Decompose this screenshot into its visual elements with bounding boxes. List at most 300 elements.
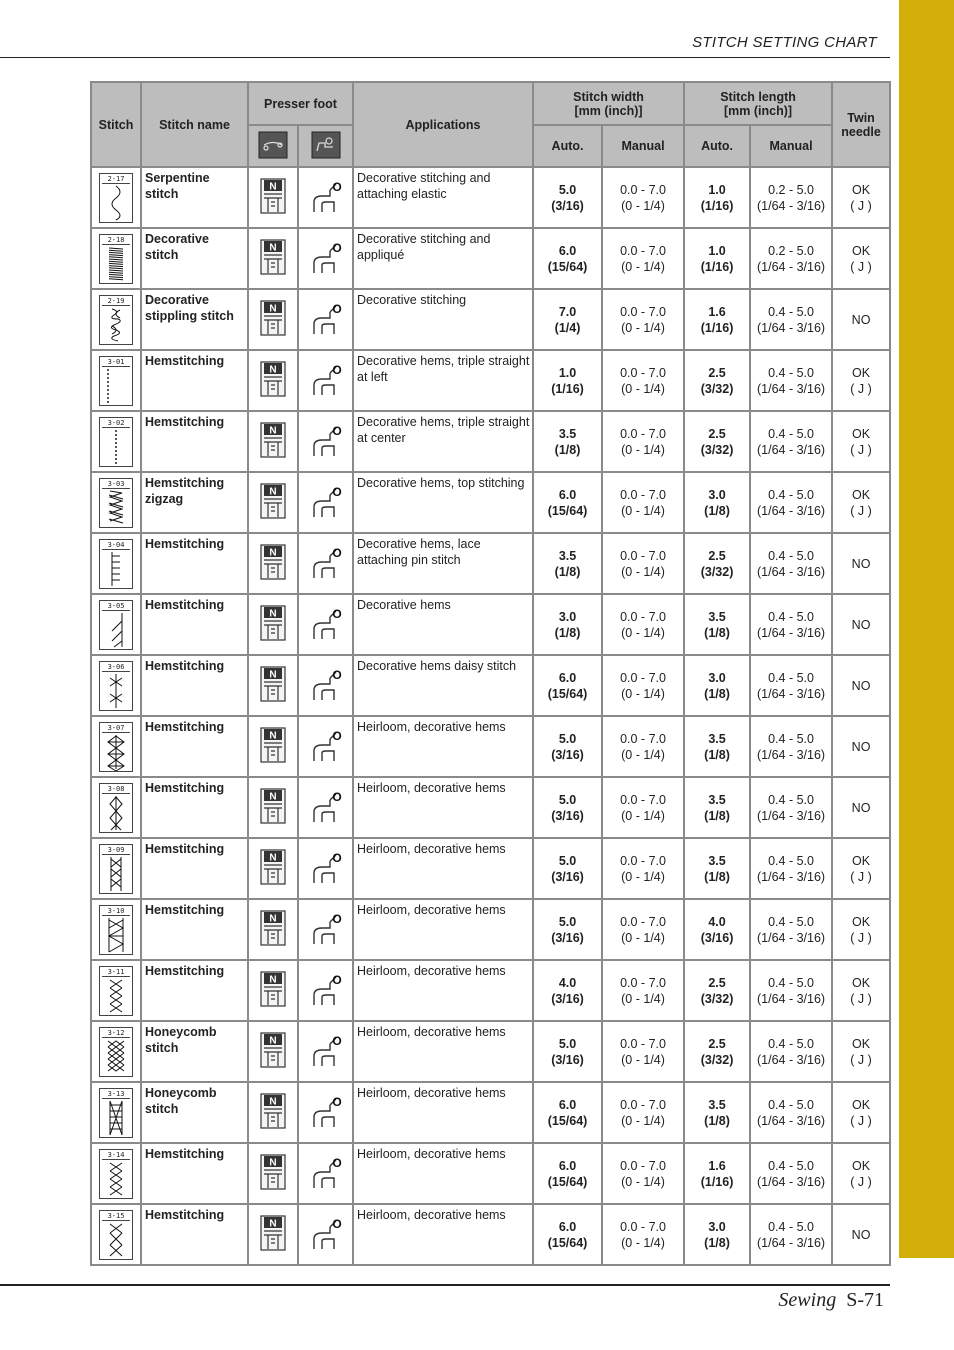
- svg-text:O: O: [331, 668, 342, 682]
- twin-needle: NO: [832, 594, 890, 655]
- stitch-pattern-cell: [91, 533, 141, 594]
- stitch-pattern-icon: [99, 417, 133, 467]
- width-auto: 6.0 (15/64): [533, 228, 602, 289]
- presser-foot-o-icon: [308, 359, 344, 399]
- length-auto: 1.0 (1/16): [684, 228, 750, 289]
- presser-foot-n-icon: [258, 1030, 288, 1070]
- length-manual: 0.4 - 5.0 (1/64 - 3/16): [750, 594, 832, 655]
- stitch-name: Hemstitching: [141, 899, 248, 960]
- stitch-name: Hemstitching: [141, 777, 248, 838]
- svg-text:N: N: [269, 1157, 277, 1169]
- foot-o-cell: [298, 594, 353, 655]
- width-auto: 5.0 (3/16): [533, 167, 602, 228]
- presser-foot-o-icon: [308, 1152, 344, 1192]
- svg-text:N: N: [269, 303, 277, 315]
- stitch-application: Heirloom, decorative hems: [353, 716, 533, 777]
- presser-foot-n-icon: [258, 481, 288, 521]
- stitch-code: 3-15: [102, 1212, 130, 1221]
- header-divider: [0, 57, 890, 58]
- col-header-width-manual: Manual: [602, 125, 684, 167]
- stitch-application: Heirloom, decorative hems: [353, 1082, 533, 1143]
- twin-needle: OK ( J ): [832, 1143, 890, 1204]
- length-auto: 2.5 (3/32): [684, 411, 750, 472]
- page-footer: [778, 1289, 884, 1312]
- twin-needle: OK ( J ): [832, 1021, 890, 1082]
- svg-text:N: N: [269, 791, 277, 803]
- stitch-pattern-icon: [99, 478, 133, 528]
- stitch-code: 3-04: [102, 541, 130, 550]
- length-manual: 0.4 - 5.0 (1/64 - 3/16): [750, 472, 832, 533]
- svg-text:O: O: [331, 180, 342, 194]
- col-header-width-auto: Auto.: [533, 125, 602, 167]
- stitch-row: [91, 777, 890, 838]
- length-auto: 3.0 (1/8): [684, 655, 750, 716]
- stitch-application: Decorative hems, lace attaching pin stitch: [353, 533, 533, 594]
- stitch-application: Heirloom, decorative hems: [353, 960, 533, 1021]
- width-manual: 0.0 - 7.0 (0 - 1/4): [602, 899, 684, 960]
- stitch-pattern-cell: [91, 960, 141, 1021]
- stitch-row: [91, 899, 890, 960]
- stitch-pattern-cell: [91, 777, 141, 838]
- svg-text:O: O: [331, 851, 342, 865]
- foot-o-cell: [298, 1021, 353, 1082]
- stitch-name: Honeycomb stitch: [141, 1021, 248, 1082]
- length-manual: 0.4 - 5.0 (1/64 - 3/16): [750, 838, 832, 899]
- stitch-pattern-icon: [99, 1088, 133, 1138]
- svg-text:O: O: [331, 1034, 342, 1048]
- length-auto: 3.5 (1/8): [684, 594, 750, 655]
- width-auto: 6.0 (15/64): [533, 655, 602, 716]
- presser-foot-o-icon: [308, 786, 344, 826]
- col-header-stitch: Stitch: [91, 82, 141, 167]
- stitch-code: 3-12: [102, 1029, 130, 1038]
- presser-foot-lever-icon: [311, 131, 341, 159]
- foot-o-cell: [298, 533, 353, 594]
- width-manual: 0.0 - 7.0 (0 - 1/4): [602, 716, 684, 777]
- stitch-name: Hemstitching: [141, 594, 248, 655]
- foot-o-cell: [298, 838, 353, 899]
- length-auto: 3.5 (1/8): [684, 1082, 750, 1143]
- presser-foot-o-icon: [308, 420, 344, 460]
- stitch-code: 3-11: [102, 968, 130, 977]
- length-auto: 1.6 (1/16): [684, 1143, 750, 1204]
- stitch-name: Hemstitching: [141, 1204, 248, 1265]
- width-manual: 0.0 - 7.0 (0 - 1/4): [602, 1143, 684, 1204]
- width-manual: 0.0 - 7.0 (0 - 1/4): [602, 472, 684, 533]
- presser-foot-n-icon: [258, 237, 288, 277]
- length-manual: 0.4 - 5.0 (1/64 - 3/16): [750, 777, 832, 838]
- foot-n-cell: [248, 716, 298, 777]
- foot-o-cell: [298, 350, 353, 411]
- twin-needle: OK ( J ): [832, 838, 890, 899]
- stitch-row: [91, 1143, 890, 1204]
- stitch-row: [91, 167, 890, 228]
- presser-foot-o-icon: [308, 664, 344, 704]
- svg-text:O: O: [331, 546, 342, 560]
- length-auto: 3.5 (1/8): [684, 777, 750, 838]
- stitch-pattern-icon: [99, 173, 133, 223]
- twin-needle: NO: [832, 289, 890, 350]
- presser-foot-sensor-icon: [258, 131, 288, 159]
- width-auto: 5.0 (3/16): [533, 777, 602, 838]
- stitch-code: 3-08: [102, 785, 130, 794]
- stitch-name: Honeycomb stitch: [141, 1082, 248, 1143]
- twin-needle: NO: [832, 777, 890, 838]
- stitch-application: Decorative hems, triple straight at left: [353, 350, 533, 411]
- page-header-title: STITCH SETTING CHART: [692, 34, 877, 51]
- length-manual: 0.4 - 5.0 (1/64 - 3/16): [750, 533, 832, 594]
- foot-n-cell: [248, 472, 298, 533]
- svg-text:N: N: [269, 181, 277, 193]
- stitch-pattern-cell: [91, 899, 141, 960]
- foot-n-cell: [248, 228, 298, 289]
- presser-foot-o-icon: [308, 298, 344, 338]
- stitch-code: 3-05: [102, 602, 130, 611]
- width-manual: 0.0 - 7.0 (0 - 1/4): [602, 533, 684, 594]
- length-auto: 2.5 (3/32): [684, 533, 750, 594]
- stitch-row: [91, 411, 890, 472]
- foot-n-cell: [248, 1082, 298, 1143]
- svg-text:N: N: [269, 852, 277, 864]
- width-auto: 5.0 (3/16): [533, 1021, 602, 1082]
- width-auto: 6.0 (15/64): [533, 1204, 602, 1265]
- stitch-pattern-icon: [99, 234, 133, 284]
- stitch-code: 3-02: [102, 419, 130, 428]
- presser-foot-n-icon: [258, 969, 288, 1009]
- width-manual: 0.0 - 7.0 (0 - 1/4): [602, 838, 684, 899]
- stitch-row: [91, 1021, 890, 1082]
- twin-needle: OK ( J ): [832, 411, 890, 472]
- svg-text:O: O: [331, 424, 342, 438]
- stitch-name: Hemstitching: [141, 716, 248, 777]
- length-manual: 0.4 - 5.0 (1/64 - 3/16): [750, 350, 832, 411]
- stitch-code: 3-07: [102, 724, 130, 733]
- foot-o-cell: [298, 960, 353, 1021]
- stitch-name: Serpentine stitch: [141, 167, 248, 228]
- stitch-name: Decorative stitch: [141, 228, 248, 289]
- stitch-application: Decorative stitching and appliqué: [353, 228, 533, 289]
- stitch-code: 3-10: [102, 907, 130, 916]
- stitch-pattern-cell: [91, 167, 141, 228]
- stitch-pattern-icon: [99, 966, 133, 1016]
- presser-foot-n-icon: [258, 542, 288, 582]
- stitch-row: [91, 1204, 890, 1265]
- stitch-row: [91, 838, 890, 899]
- stitch-pattern-icon: [99, 356, 133, 406]
- twin-needle: OK ( J ): [832, 228, 890, 289]
- length-manual: 0.4 - 5.0 (1/64 - 3/16): [750, 1082, 832, 1143]
- presser-foot-o-icon: [308, 237, 344, 277]
- stitch-row: [91, 472, 890, 533]
- stitch-name: Hemstitching zigzag: [141, 472, 248, 533]
- width-auto: 3.5 (1/8): [533, 533, 602, 594]
- stitch-code: 3-13: [102, 1090, 130, 1099]
- svg-text:O: O: [331, 973, 342, 987]
- stitch-pattern-cell: [91, 472, 141, 533]
- col-header-length-auto: Auto.: [684, 125, 750, 167]
- chapter-side-tab: [899, 0, 954, 1258]
- svg-text:N: N: [269, 974, 277, 986]
- foot-o-cell: [298, 777, 353, 838]
- svg-text:N: N: [269, 242, 277, 254]
- presser-foot-n-icon: [258, 359, 288, 399]
- width-auto: 7.0 (1/4): [533, 289, 602, 350]
- stitch-application: Heirloom, decorative hems: [353, 1143, 533, 1204]
- twin-needle: OK ( J ): [832, 1082, 890, 1143]
- stitch-application: Heirloom, decorative hems: [353, 899, 533, 960]
- svg-text:O: O: [331, 485, 342, 499]
- length-auto: 3.0 (1/8): [684, 1204, 750, 1265]
- presser-foot-o-icon: [308, 603, 344, 643]
- svg-text:O: O: [331, 1217, 342, 1231]
- length-manual: 0.4 - 5.0 (1/64 - 3/16): [750, 716, 832, 777]
- stitch-name: Decorative stippling stitch: [141, 289, 248, 350]
- width-auto: 3.5 (1/8): [533, 411, 602, 472]
- stitch-pattern-cell: [91, 1021, 141, 1082]
- footer-divider: [0, 1284, 890, 1286]
- col-header-presser-foot: Presser foot: [248, 82, 353, 125]
- width-manual: 0.0 - 7.0 (0 - 1/4): [602, 1204, 684, 1265]
- width-auto: 3.0 (1/8): [533, 594, 602, 655]
- foot-n-cell: [248, 655, 298, 716]
- presser-foot-o-icon: [308, 542, 344, 582]
- svg-text:N: N: [269, 425, 277, 437]
- length-auto: 1.6 (1/16): [684, 289, 750, 350]
- stitch-row: [91, 716, 890, 777]
- twin-needle: OK ( J ): [832, 350, 890, 411]
- length-manual: 0.2 - 5.0 (1/64 - 3/16): [750, 167, 832, 228]
- presser-foot-o-icon: [308, 725, 344, 765]
- svg-text:O: O: [331, 363, 342, 377]
- stitch-application: Decorative hems, top stitching: [353, 472, 533, 533]
- foot-n-cell: [248, 960, 298, 1021]
- stitch-name: Hemstitching: [141, 960, 248, 1021]
- foot-o-cell: [298, 1082, 353, 1143]
- width-manual: 0.0 - 7.0 (0 - 1/4): [602, 655, 684, 716]
- twin-needle: NO: [832, 655, 890, 716]
- foot-n-cell: [248, 1204, 298, 1265]
- stitch-pattern-cell: [91, 1082, 141, 1143]
- stitch-pattern-icon: [99, 661, 133, 711]
- col-header-stitch-width: Stitch width [mm (inch)]: [533, 82, 684, 125]
- foot-o-cell: [298, 228, 353, 289]
- stitch-row: [91, 228, 890, 289]
- stitch-row: [91, 350, 890, 411]
- foot-n-cell: [248, 594, 298, 655]
- stitch-code: 3-14: [102, 1151, 130, 1160]
- stitch-pattern-cell: [91, 1143, 141, 1204]
- twin-needle: NO: [832, 533, 890, 594]
- foot-n-cell: [248, 350, 298, 411]
- svg-text:N: N: [269, 1035, 277, 1047]
- stitch-pattern-icon: [99, 1210, 133, 1260]
- presser-foot-o-icon: [308, 176, 344, 216]
- page-number: S-71: [846, 1289, 884, 1311]
- width-manual: 0.0 - 7.0 (0 - 1/4): [602, 960, 684, 1021]
- col-header-stitch-name: Stitch name: [141, 82, 248, 167]
- presser-foot-n-icon: [258, 420, 288, 460]
- length-auto: 2.5 (3/32): [684, 1021, 750, 1082]
- foot-o-cell: [298, 899, 353, 960]
- presser-foot-n-icon: [258, 1213, 288, 1253]
- stitch-application: Decorative stitching and attaching elastic: [353, 167, 533, 228]
- length-auto: 1.0 (1/16): [684, 167, 750, 228]
- stitch-row: [91, 1082, 890, 1143]
- svg-text:N: N: [269, 913, 277, 925]
- presser-foot-n-icon: [258, 176, 288, 216]
- twin-needle: OK ( J ): [832, 472, 890, 533]
- presser-foot-n-icon: [258, 908, 288, 948]
- length-auto: 3.5 (1/8): [684, 838, 750, 899]
- stitch-pattern-icon: [99, 295, 133, 345]
- presser-foot-o-icon: [308, 969, 344, 1009]
- length-manual: 0.4 - 5.0 (1/64 - 3/16): [750, 655, 832, 716]
- presser-foot-n-icon: [258, 1091, 288, 1131]
- width-auto: 5.0 (3/16): [533, 899, 602, 960]
- foot-n-cell: [248, 1021, 298, 1082]
- foot-n-cell: [248, 899, 298, 960]
- foot-n-cell: [248, 1143, 298, 1204]
- svg-text:O: O: [331, 241, 342, 255]
- svg-text:N: N: [269, 1096, 277, 1108]
- width-auto: 6.0 (15/64): [533, 472, 602, 533]
- presser-foot-n-icon: [258, 664, 288, 704]
- col-header-length-manual: Manual: [750, 125, 832, 167]
- twin-needle: OK ( J ): [832, 960, 890, 1021]
- stitch-pattern-cell: [91, 716, 141, 777]
- stitch-pattern-icon: [99, 722, 133, 772]
- presser-foot-n-icon: [258, 725, 288, 765]
- svg-text:N: N: [269, 364, 277, 376]
- presser-foot-o-icon: [308, 1030, 344, 1070]
- stitch-pattern-icon: [99, 1027, 133, 1077]
- foot-o-cell: [298, 655, 353, 716]
- width-manual: 0.0 - 7.0 (0 - 1/4): [602, 228, 684, 289]
- stitch-application: Heirloom, decorative hems: [353, 777, 533, 838]
- presser-foot-icon-b: [298, 125, 353, 167]
- stitch-row: [91, 533, 890, 594]
- twin-needle: NO: [832, 716, 890, 777]
- foot-n-cell: [248, 167, 298, 228]
- stitch-pattern-icon: [99, 539, 133, 589]
- stitch-application: Heirloom, decorative hems: [353, 1204, 533, 1265]
- svg-text:N: N: [269, 486, 277, 498]
- length-manual: 0.4 - 5.0 (1/64 - 3/16): [750, 411, 832, 472]
- stitch-code: 3-06: [102, 663, 130, 672]
- width-manual: 0.0 - 7.0 (0 - 1/4): [602, 594, 684, 655]
- width-manual: 0.0 - 7.0 (0 - 1/4): [602, 289, 684, 350]
- stitch-pattern-cell: [91, 350, 141, 411]
- presser-foot-icon-a: [248, 125, 298, 167]
- stitch-application: Decorative hems, triple straight at center: [353, 411, 533, 472]
- foot-o-cell: [298, 167, 353, 228]
- stitch-pattern-icon: [99, 905, 133, 955]
- length-manual: 0.4 - 5.0 (1/64 - 3/16): [750, 289, 832, 350]
- stitch-code: 2-17: [102, 175, 130, 184]
- width-manual: 0.0 - 7.0 (0 - 1/4): [602, 167, 684, 228]
- col-header-stitch-length: Stitch length [mm (inch)]: [684, 82, 832, 125]
- foot-n-cell: [248, 533, 298, 594]
- foot-o-cell: [298, 472, 353, 533]
- stitch-application: Decorative stitching: [353, 289, 533, 350]
- presser-foot-o-icon: [308, 1091, 344, 1131]
- stitch-pattern-cell: [91, 411, 141, 472]
- presser-foot-n-icon: [258, 786, 288, 826]
- width-auto: 6.0 (15/64): [533, 1143, 602, 1204]
- length-auto: 3.5 (1/8): [684, 716, 750, 777]
- col-header-twin-needle: Twin needle: [832, 82, 890, 167]
- width-manual: 0.0 - 7.0 (0 - 1/4): [602, 411, 684, 472]
- stitch-application: Decorative hems daisy stitch: [353, 655, 533, 716]
- width-auto: 6.0 (15/64): [533, 1082, 602, 1143]
- stitch-code: 3-09: [102, 846, 130, 855]
- length-manual: 0.4 - 5.0 (1/64 - 3/16): [750, 1021, 832, 1082]
- stitch-code: 3-03: [102, 480, 130, 489]
- length-manual: 0.4 - 5.0 (1/64 - 3/16): [750, 1143, 832, 1204]
- stitch-code: 2-18: [102, 236, 130, 245]
- presser-foot-n-icon: [258, 298, 288, 338]
- width-manual: 0.0 - 7.0 (0 - 1/4): [602, 350, 684, 411]
- svg-text:N: N: [269, 1218, 277, 1230]
- foot-o-cell: [298, 716, 353, 777]
- width-manual: 0.0 - 7.0 (0 - 1/4): [602, 777, 684, 838]
- stitch-pattern-cell: [91, 228, 141, 289]
- svg-text:N: N: [269, 730, 277, 742]
- svg-text:O: O: [331, 790, 342, 804]
- length-auto: 3.0 (1/8): [684, 472, 750, 533]
- svg-text:O: O: [331, 1156, 342, 1170]
- footer-section: Sewing: [778, 1289, 837, 1311]
- stitch-pattern-cell: [91, 594, 141, 655]
- svg-text:O: O: [331, 912, 342, 926]
- presser-foot-n-icon: [258, 1152, 288, 1192]
- svg-text:O: O: [331, 1095, 342, 1109]
- foot-n-cell: [248, 838, 298, 899]
- twin-needle: OK ( J ): [832, 167, 890, 228]
- stitch-name: Hemstitching: [141, 533, 248, 594]
- foot-o-cell: [298, 289, 353, 350]
- stitch-name: Hemstitching: [141, 411, 248, 472]
- stitch-pattern-cell: [91, 1204, 141, 1265]
- foot-n-cell: [248, 411, 298, 472]
- width-auto: 5.0 (3/16): [533, 838, 602, 899]
- stitch-pattern-cell: [91, 655, 141, 716]
- foot-o-cell: [298, 1143, 353, 1204]
- width-auto: 5.0 (3/16): [533, 716, 602, 777]
- stitch-name: Hemstitching: [141, 655, 248, 716]
- width-auto: 4.0 (3/16): [533, 960, 602, 1021]
- width-auto: 1.0 (1/16): [533, 350, 602, 411]
- stitch-name: Hemstitching: [141, 350, 248, 411]
- stitch-application: Heirloom, decorative hems: [353, 1021, 533, 1082]
- stitch-row: [91, 960, 890, 1021]
- foot-n-cell: [248, 289, 298, 350]
- stitch-name: Hemstitching: [141, 1143, 248, 1204]
- stitch-pattern-icon: [99, 1149, 133, 1199]
- foot-o-cell: [298, 1204, 353, 1265]
- svg-text:N: N: [269, 608, 277, 620]
- stitch-row: [91, 594, 890, 655]
- stitch-row: [91, 289, 890, 350]
- length-manual: 0.4 - 5.0 (1/64 - 3/16): [750, 960, 832, 1021]
- length-auto: 2.5 (3/32): [684, 350, 750, 411]
- twin-needle: NO: [832, 1204, 890, 1265]
- stitch-pattern-icon: [99, 600, 133, 650]
- foot-o-cell: [298, 411, 353, 472]
- presser-foot-o-icon: [308, 847, 344, 887]
- stitch-code: 2-19: [102, 297, 130, 306]
- stitch-name: Hemstitching: [141, 838, 248, 899]
